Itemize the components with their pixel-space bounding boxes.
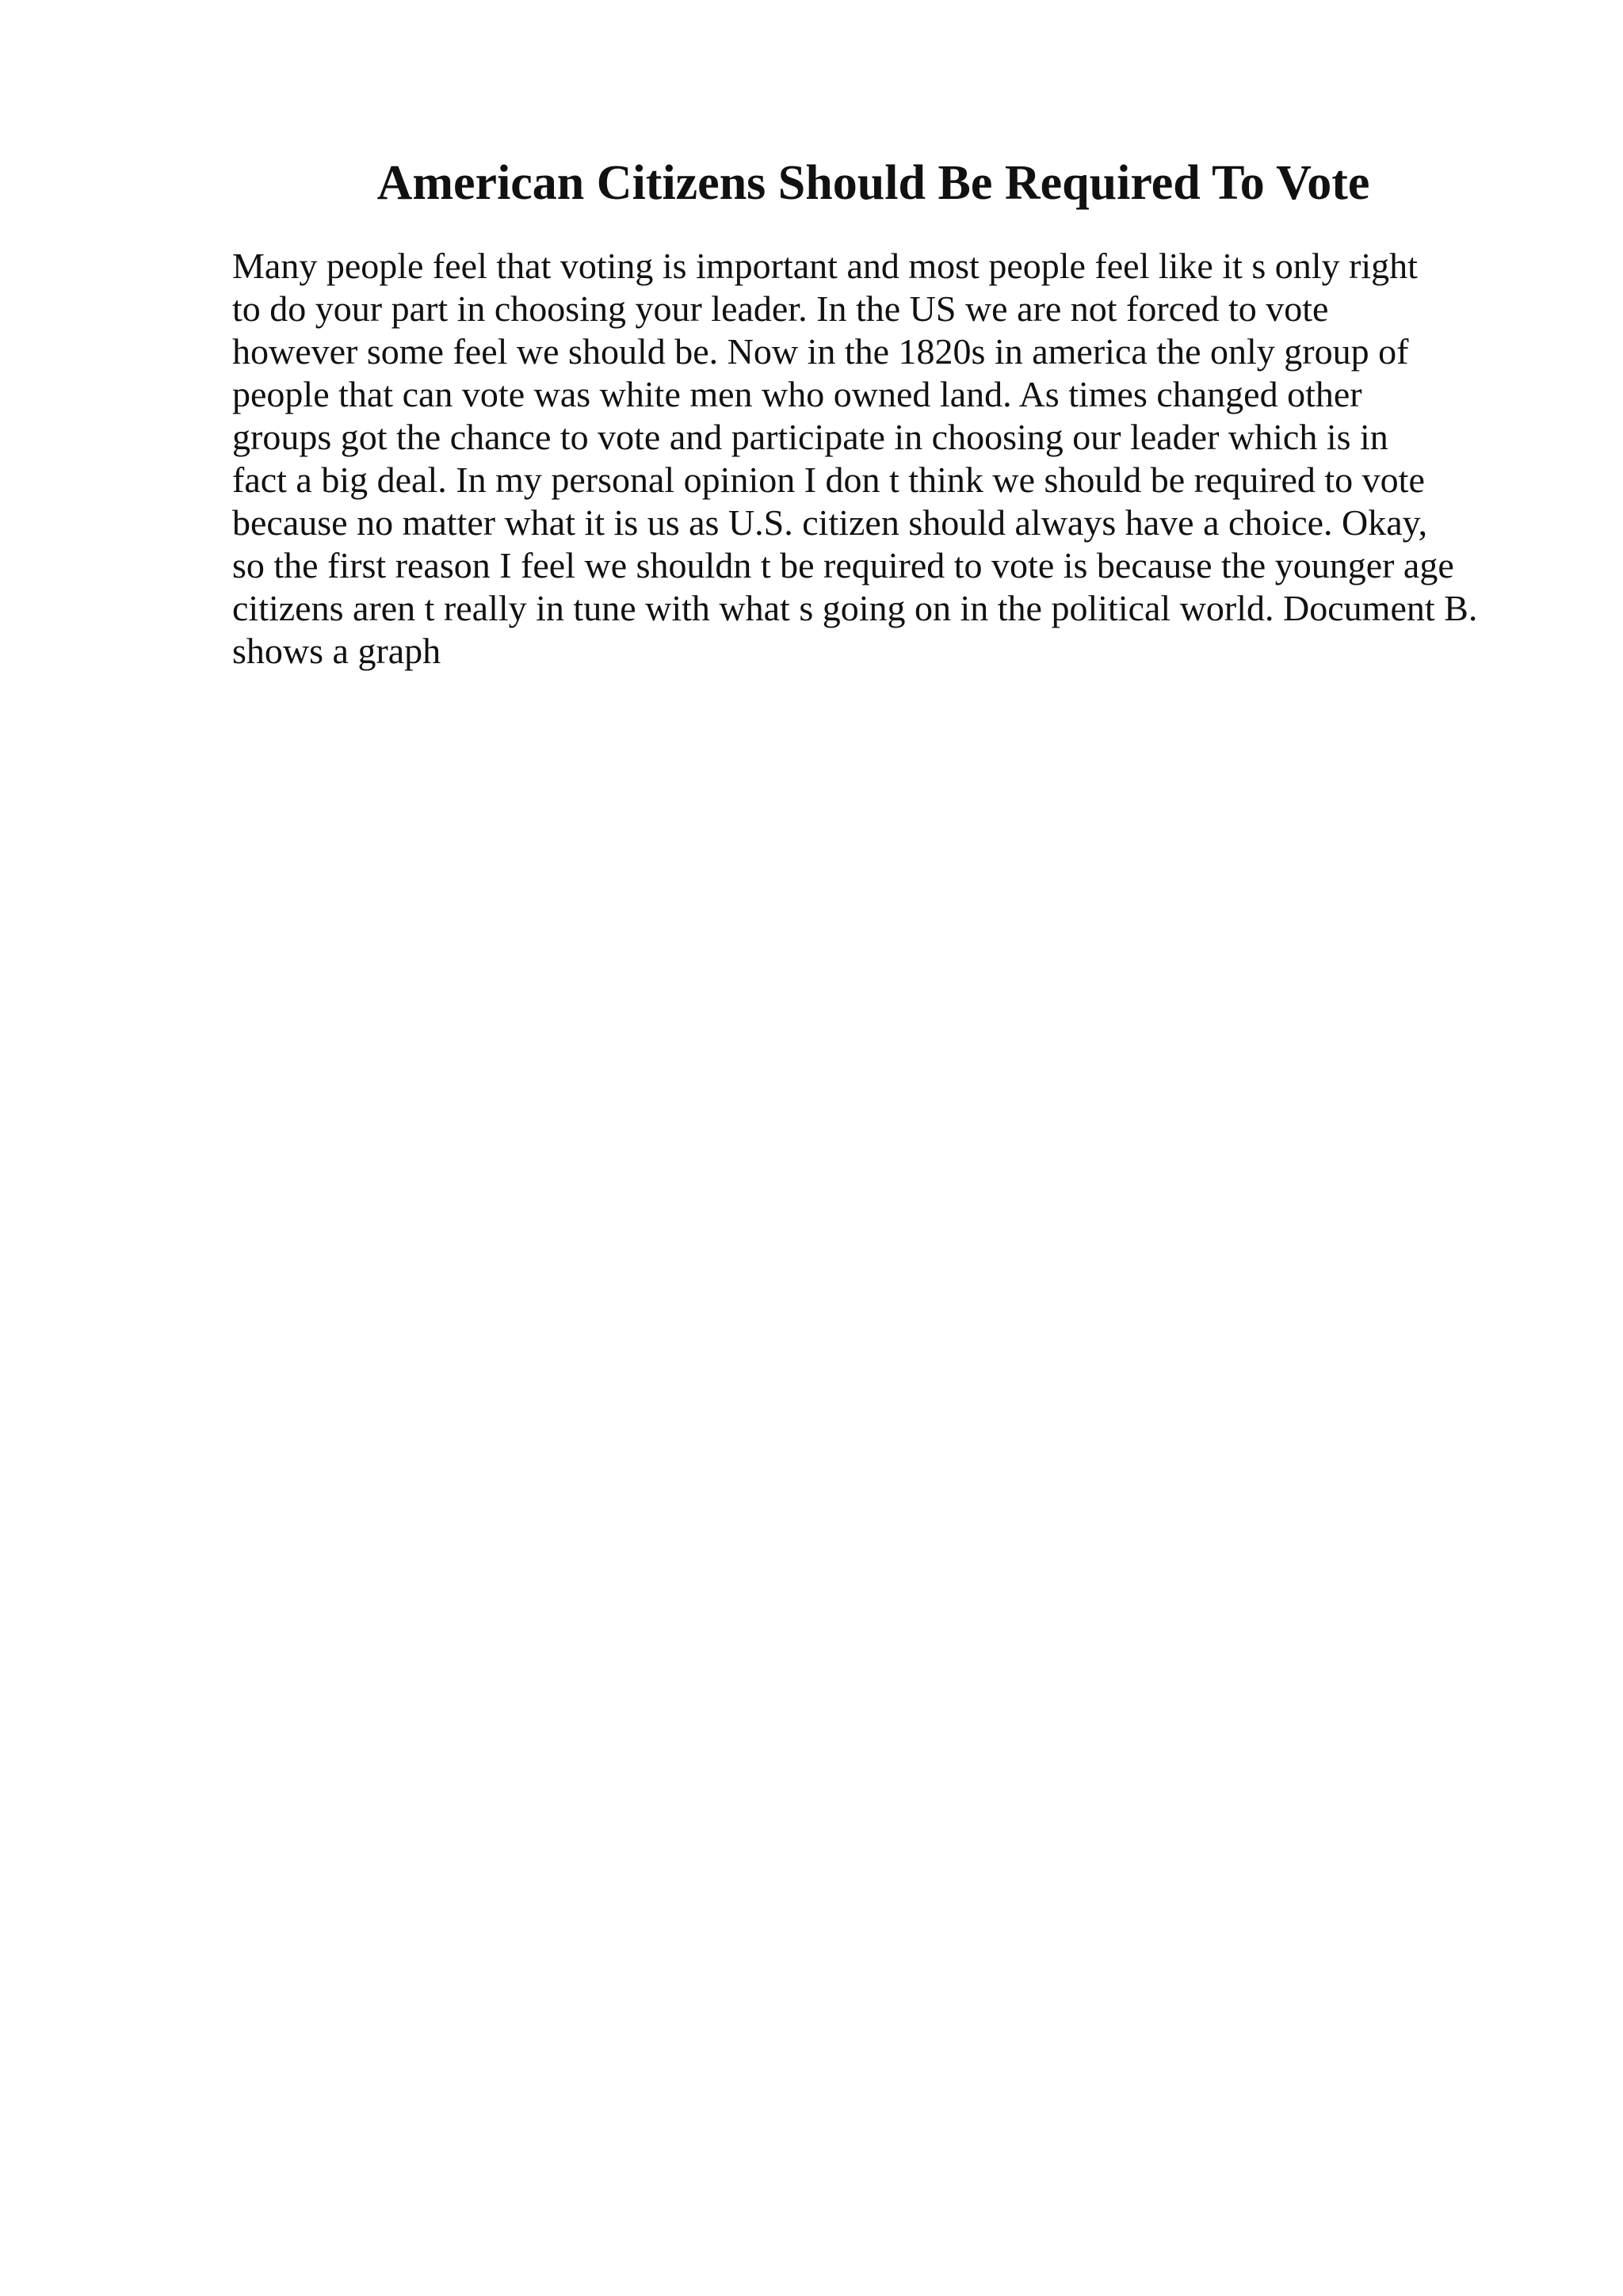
body-line: citizens aren t really in tune with what s going on in the political world. Document B. <box>232 588 1478 628</box>
body-line: so the first reason I feel we shouldn t be required to vote is because the younger age <box>232 545 1454 585</box>
body-paragraph <box>232 245 1595 673</box>
body-line: to do your part in choosing your leader. In the US we are not forced to vote <box>232 288 1329 329</box>
body-line: Many people feel that voting is important and most people feel like it s only right <box>232 246 1418 286</box>
body-line: however some feel we should be. Now in the 1820s in america the only group of <box>232 331 1409 372</box>
body-line: people that can vote was white men who owned land. As times changed other <box>232 374 1362 414</box>
page-title: American Citizens Should Be Required To Vote <box>376 156 1370 210</box>
body-line: fact a big deal. In my personal opinion I don t think we should be required to vote <box>232 460 1425 500</box>
body-line: because no matter what it is us as U.S. citizen should always have a choice. Okay, <box>232 502 1428 543</box>
body-line: shows a graph <box>232 631 441 671</box>
body-line: groups got the chance to vote and participate in choosing our leader which is in <box>232 417 1388 457</box>
